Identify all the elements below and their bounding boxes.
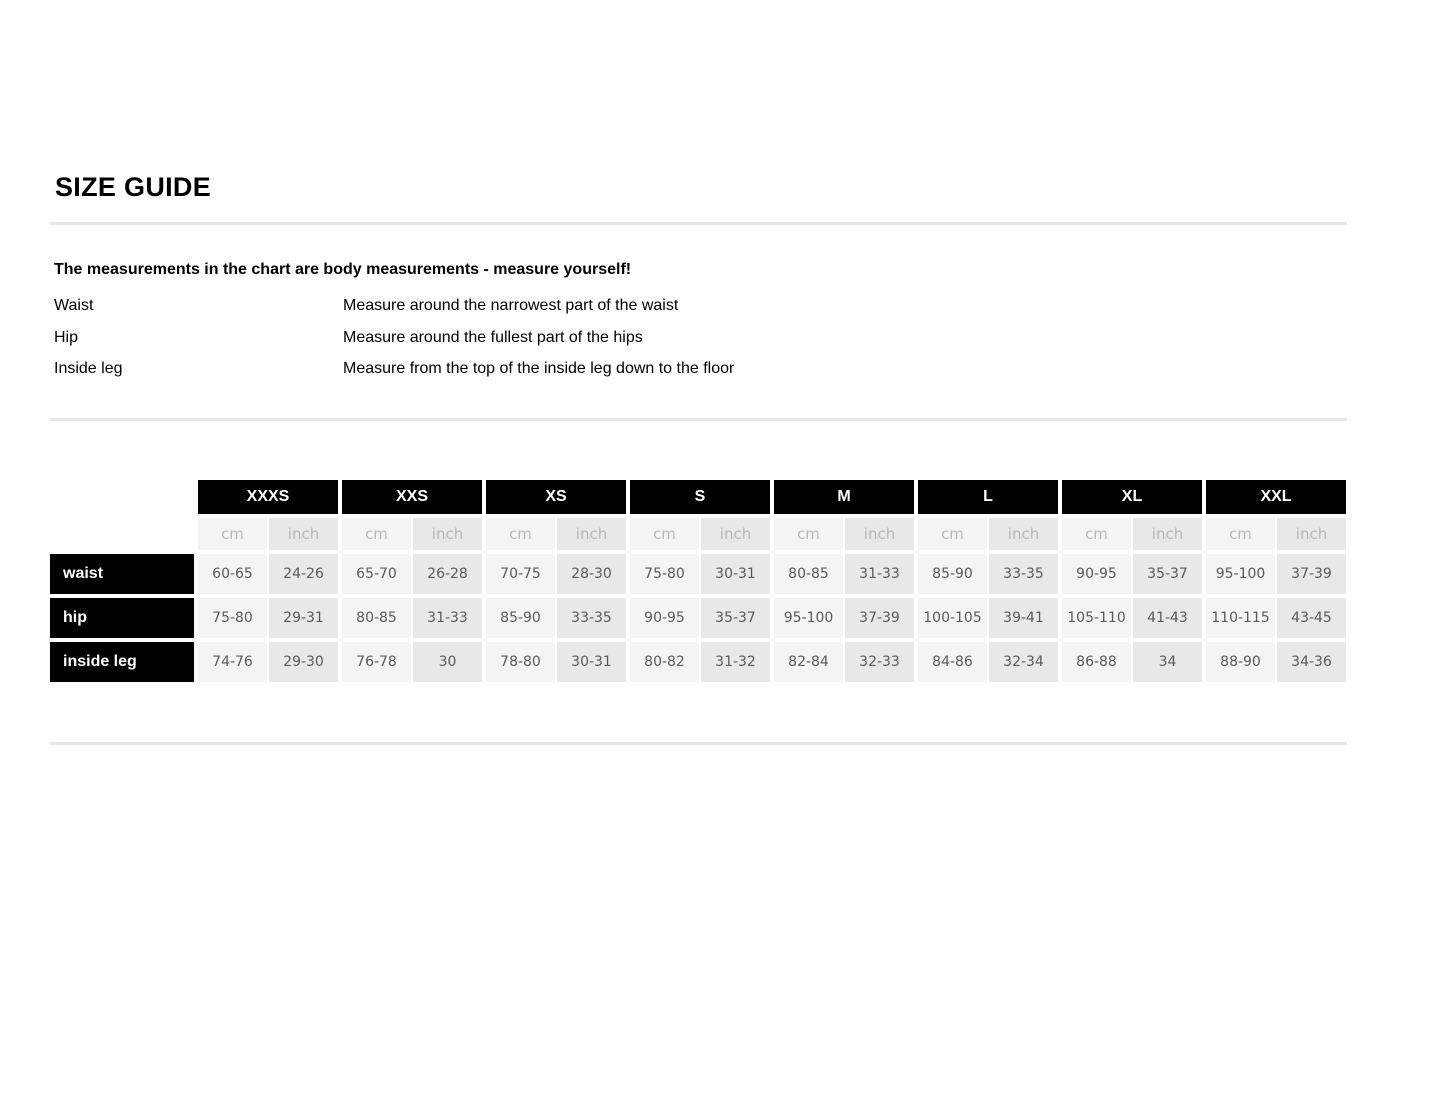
unit-label-inch: inch [1133, 518, 1202, 550]
size-header-xl: XL [1062, 480, 1202, 514]
measurement-cell: 110-115 [1206, 598, 1275, 638]
measurement-cell: 100-105 [918, 598, 987, 638]
row-label-hip: hip [50, 598, 194, 638]
measurement-cell: 29-31 [269, 598, 338, 638]
measurement-cell: 60-65 [198, 554, 267, 594]
measurement-cell: 80-82 [630, 642, 699, 682]
measurement-cell: 80-85 [774, 554, 843, 594]
measurement-cell: 41-43 [1133, 598, 1202, 638]
measurement-cell: 105-110 [1062, 598, 1131, 638]
measurement-cell: 75-80 [630, 554, 699, 594]
definition-description: Measure around the narrowest part of the waist [343, 297, 679, 314]
measurement-cell: 37-39 [845, 598, 914, 638]
measurement-cell: 76-78 [342, 642, 411, 682]
measurement-cell: 35-37 [701, 598, 770, 638]
size-header-xxxs: XXXS [198, 480, 338, 514]
unit-label-inch: inch [557, 518, 626, 550]
divider-middle [50, 418, 1347, 421]
measurement-cell: 29-30 [269, 642, 338, 682]
measurement-cell: 28-30 [557, 554, 626, 594]
measurement-cell: 24-26 [269, 554, 338, 594]
measurement-cell: 90-95 [1062, 554, 1131, 594]
measurement-cell: 30 [413, 642, 482, 682]
measurement-cell: 30-31 [557, 642, 626, 682]
measurement-cell: 70-75 [486, 554, 555, 594]
measurement-cell: 31-33 [413, 598, 482, 638]
measurement-cell: 86-88 [1062, 642, 1131, 682]
unit-label-inch: inch [701, 518, 770, 550]
row-label-inside-leg: inside leg [50, 642, 194, 682]
unit-label-cm: cm [198, 518, 267, 550]
measurement-cell: 34 [1133, 642, 1202, 682]
intro-text: The measurements in the chart are body measurements - measure yourself! [54, 261, 632, 278]
measurement-cell: 26-28 [413, 554, 482, 594]
measurement-cell: 85-90 [486, 598, 555, 638]
unit-label-inch: inch [989, 518, 1058, 550]
definition-term: Hip [54, 329, 79, 346]
measurement-cell: 37-39 [1277, 554, 1346, 594]
measurement-cell: 35-37 [1133, 554, 1202, 594]
measurement-cell: 90-95 [630, 598, 699, 638]
size-header-m: M [774, 480, 914, 514]
measurement-cell: 30-31 [701, 554, 770, 594]
measurement-cell: 39-41 [989, 598, 1058, 638]
measurement-cell: 33-35 [557, 598, 626, 638]
page-title: SIZE GUIDE [55, 172, 212, 202]
definition-term: Waist [54, 297, 94, 314]
measurement-cell: 85-90 [918, 554, 987, 594]
divider-top [50, 222, 1347, 225]
measurement-cell: 82-84 [774, 642, 843, 682]
unit-label-cm: cm [1206, 518, 1275, 550]
size-header-xxl: XXL [1206, 480, 1346, 514]
size-header-s: S [630, 480, 770, 514]
measurement-cell: 80-85 [342, 598, 411, 638]
measurement-cell: 78-80 [486, 642, 555, 682]
size-header-l: L [918, 480, 1058, 514]
size-header-xs: XS [486, 480, 626, 514]
definition-description: Measure from the top of the inside leg down to the floor [343, 360, 735, 377]
definition-description: Measure around the fullest part of the hips [343, 329, 643, 346]
measurement-cell: 74-76 [198, 642, 267, 682]
divider-bottom [50, 742, 1347, 745]
definition-term: Inside leg [54, 360, 123, 377]
measurement-cell: 43-45 [1277, 598, 1346, 638]
size-header-xxs: XXS [342, 480, 482, 514]
unit-label-inch: inch [1277, 518, 1346, 550]
unit-label-cm: cm [918, 518, 987, 550]
row-label-waist: waist [50, 554, 194, 594]
unit-label-inch: inch [845, 518, 914, 550]
measurement-cell: 84-86 [918, 642, 987, 682]
measurement-cell: 32-33 [845, 642, 914, 682]
unit-label-cm: cm [1062, 518, 1131, 550]
measurement-cell: 33-35 [989, 554, 1058, 594]
measurement-cell: 31-33 [845, 554, 914, 594]
measurement-cell: 95-100 [1206, 554, 1275, 594]
measurement-cell: 65-70 [342, 554, 411, 594]
measurement-cell: 95-100 [774, 598, 843, 638]
unit-label-inch: inch [269, 518, 338, 550]
measurement-cell: 31-32 [701, 642, 770, 682]
measurement-cell: 32-34 [989, 642, 1058, 682]
measurement-cell: 88-90 [1206, 642, 1275, 682]
unit-label-cm: cm [342, 518, 411, 550]
unit-label-cm: cm [630, 518, 699, 550]
unit-label-cm: cm [486, 518, 555, 550]
measurement-cell: 34-36 [1277, 642, 1346, 682]
measurement-cell: 75-80 [198, 598, 267, 638]
unit-label-inch: inch [413, 518, 482, 550]
unit-label-cm: cm [774, 518, 843, 550]
